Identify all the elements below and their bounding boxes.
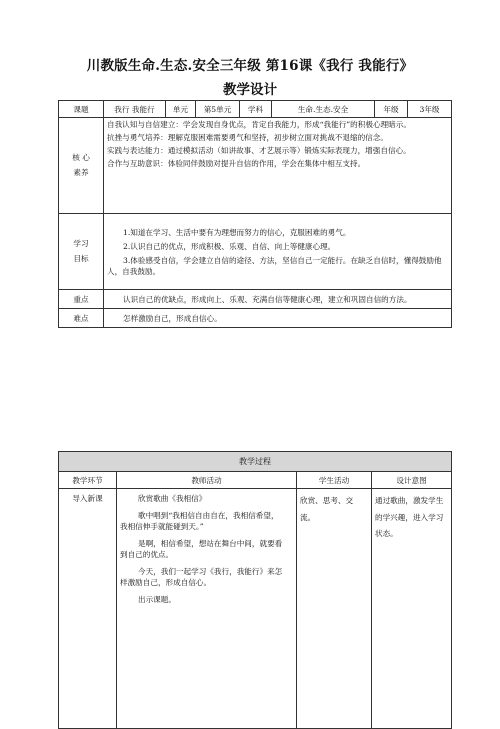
difficulty-text: 怎样激励自己，形成自信心。 [104,309,452,328]
grade-value: 3年级 [408,101,452,118]
key-point-label: 重点 [59,290,104,309]
document-subtitle: 教学设计 [223,82,277,98]
difficulty-label: 难点 [59,309,104,328]
topic-value: 我行 我能行 [104,101,166,118]
column-header-intent: 设计意图 [372,472,452,489]
teacher-line: 欣赏歌曲《我相信》 [138,494,207,503]
core-literacy-row [59,118,452,214]
teacher-line: 今天，我们一起学习《我行，我能行》来怎 [138,567,283,576]
column-header-teacher: 教师活动 [117,472,297,489]
info-table [58,100,452,328]
stage-cell: 导入新课 [59,489,117,729]
process-heading: 教学过程 [59,452,452,472]
difficulty-row [59,309,452,328]
teacher-line: 歌中唱到“我相信自由自在，我相信希望， [138,511,279,520]
goal-item: 3.体验感受自信，学会建立自信的途径、方法，坚信自己一定能行。在缺乏自信时，懂得鼓励他人，自我鼓励。 [107,255,442,276]
grade-label: 年级 [375,101,408,118]
teacher-activity-cell [117,489,297,729]
document-title: 川教版生命.生态.安全三年级 第16课《我行 我能行》 [86,58,414,74]
learning-goals-row [59,214,452,290]
process-column-headers [59,472,452,489]
column-header-stage: 教学环节 [59,472,117,489]
subject-value: 生命.生态.安全 [272,101,375,118]
subject-label: 学科 [240,101,272,118]
teacher-line: 样激励自己，形成自信心。 [120,578,212,587]
process-heading-row [59,452,452,472]
student-activity-cell: 欣赏、思考、交流。 [297,489,372,729]
core-literacy-content [104,118,452,214]
topic-row [59,101,452,118]
goal-item: 2.认识自己的优点，形成积极、乐观、自信、向上等健康心理。 [123,241,336,251]
unit-label: 单元 [166,101,196,118]
core-item: 实践与表达能力：通过模拟活动（如讲故事、才艺展示等）锻炼实际表现力，增强自信心。 [107,146,411,155]
goal-item: 1.知道在学习、生活中要有为理想而努力的信心，克服困难的勇气。 [123,227,351,237]
key-point-text: 认识自己的优缺点，形成向上、乐观、充满自信等健康心理，建立和巩固自信的方法。 [104,290,452,309]
learning-goals-content [104,214,452,290]
core-literacy-label: 核 心 素养 [59,118,104,214]
process-row-intro [59,489,452,729]
design-intent-cell: 通过歌曲，激发学生的学兴趣，进入学习状态。 [372,489,452,729]
topic-label: 课题 [59,101,104,118]
teacher-line: 出示课题。 [138,595,176,604]
process-table [58,451,452,729]
core-item: 合作与互助意识：体验同伴鼓励对提升自信的作用，学会在集体中相互支持。 [107,159,366,168]
teacher-line: 是啊，相信希望，想站在舞台中间，就要看 [138,539,283,548]
learning-goals-label: 学习 目标 [59,214,104,290]
teacher-line: 到自己的优点。 [120,550,174,559]
teacher-line: 我相信伸手就能碰到天。” [120,522,204,531]
key-point-row [59,290,452,309]
unit-value: 第5单元 [196,101,240,118]
core-item: 自我认知与自信建立：学会发现自身优点，肯定自我能力，形成“我能行”的积极心理暗示。 [107,120,411,129]
core-item: 抗挫与勇气培养：理解克服困难需要勇气和坚持，初步树立面对挑战不退缩的信念。 [107,133,388,142]
column-header-student: 学生活动 [297,472,372,489]
